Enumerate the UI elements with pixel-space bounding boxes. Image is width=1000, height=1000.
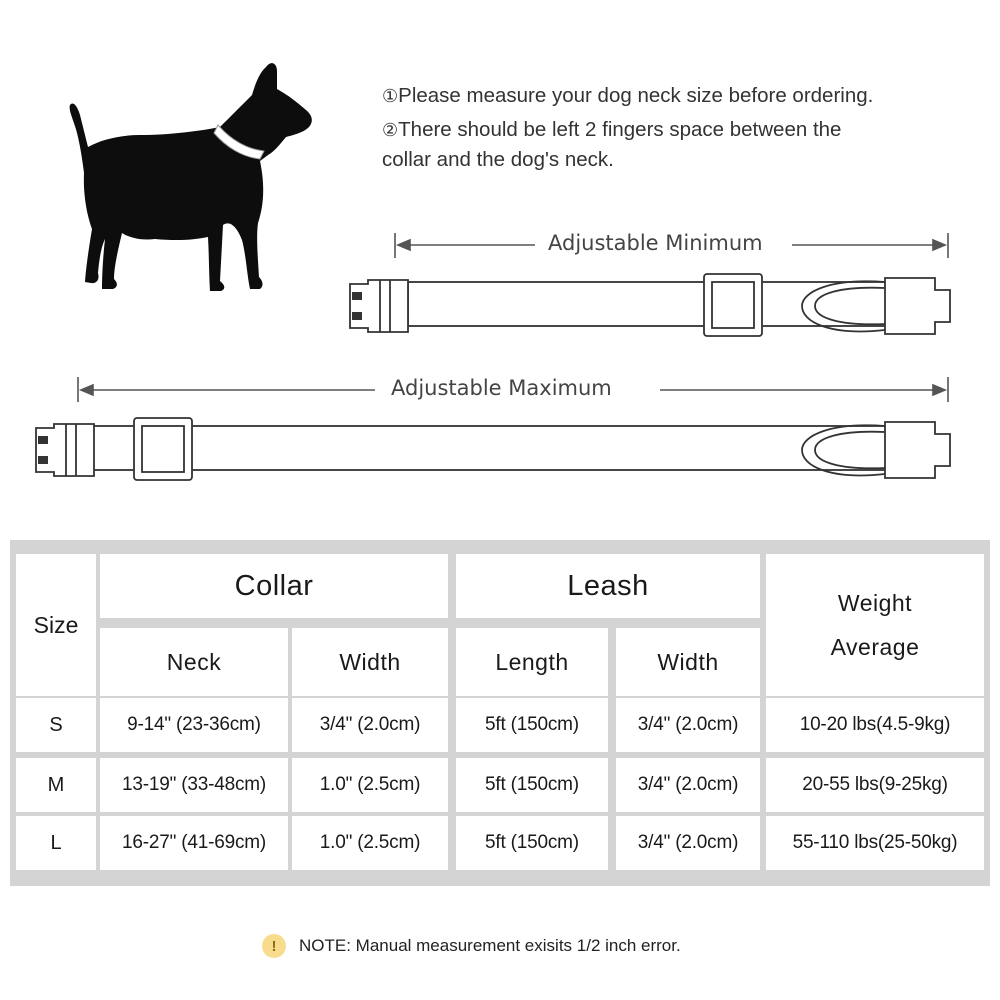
instruction-2-text-b: collar and the dog's neck. [382,148,614,171]
row-m-leash-width: 3/4" (2.0cm) [616,758,760,812]
step-1-number: ① [382,86,399,107]
row-s-length: 5ft (150cm) [456,698,608,752]
instruction-2-text-a: There should be left 2 fingers space between the [398,118,842,141]
collar-width-header: Width [292,628,448,696]
leash-header: Leash [456,554,760,618]
weight-header-line-2: Average [830,634,920,660]
size-header: Size [16,554,96,696]
collar-minimum [350,274,950,336]
row-m-length: 5ft (150cm) [456,758,608,812]
row-m-size: M [16,758,96,812]
row-l-size: L [16,816,96,870]
row-s-size: S [16,698,96,752]
instruction-1-text: Please measure your dog neck size before ordering. [398,84,874,107]
row-s-weight: 10-20 lbs(4.5-9kg) [766,698,984,752]
measurement-note [262,932,681,960]
length-header: Length [456,628,608,696]
row-s-collar-width: 3/4" (2.0cm) [292,698,448,752]
leash-width-header: Width [616,628,760,696]
row-s-leash-width: 3/4" (2.0cm) [616,698,760,752]
row-l-neck: 16-27" (41-69cm) [100,816,288,870]
weight-header-line-1: Weight [837,590,913,616]
weight-average-header [766,554,984,696]
neck-header: Neck [100,628,288,696]
row-m-neck: 13-19" (33-48cm) [100,758,288,812]
row-m-weight: 20-55 lbs(9-25kg) [766,758,984,812]
row-l-weight: 55-110 lbs(25-50kg) [766,816,984,870]
row-l-collar-width: 1.0" (2.5cm) [292,816,448,870]
row-s-neck: 9-14" (23-36cm) [100,698,288,752]
collar-maximum [36,418,950,480]
adjustable-maximum-label: Adjustable Maximum [383,376,620,400]
collar-header: Collar [100,554,448,618]
row-l-leash-width: 3/4" (2.0cm) [616,816,760,870]
step-2-number: ② [382,120,399,141]
exclamation-icon: ! [262,934,286,958]
row-m-collar-width: 1.0" (2.5cm) [292,758,448,812]
adjustable-minimum-label: Adjustable Minimum [540,231,771,255]
note-text: NOTE: Manual measurement exisits 1/2 inch error. [299,936,681,955]
size-table [10,540,990,886]
row-l-length: 5ft (150cm) [456,816,608,870]
